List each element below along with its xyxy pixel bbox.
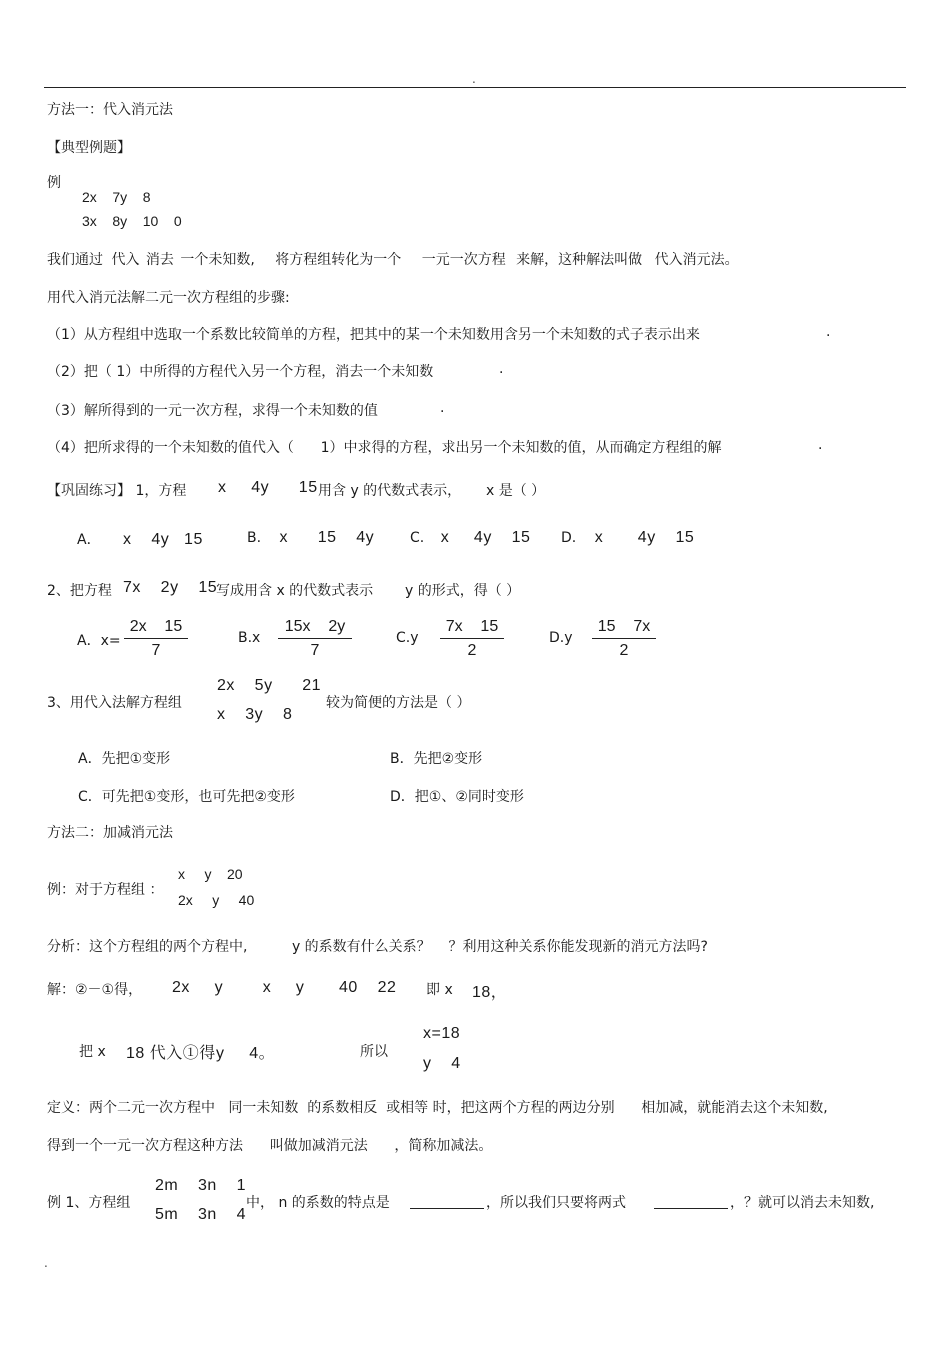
q2-option-a-fraction <box>124 618 188 660</box>
method2-title: 方法二：加减消元法 <box>47 825 173 841</box>
q3-option-b[interactable]: B．先把②变形 <box>390 751 483 767</box>
q3-option-a[interactable]: A．先把①变形 <box>78 751 171 767</box>
q3-option-c[interactable]: C．可先把①变形，也可先把②变形 <box>78 789 295 805</box>
q1-option-c[interactable] <box>410 529 530 547</box>
q1-option-b-expr: x 15 4y <box>279 529 375 546</box>
q1-option-a-letter: A． <box>77 532 101 548</box>
q2-option-d-fraction <box>592 618 656 660</box>
intro-t6: 一元一次方程 <box>421 252 506 268</box>
step-1-end: . <box>826 324 831 340</box>
header-dot: . <box>472 72 476 86</box>
header-rule <box>44 87 906 88</box>
q2-option-b-numerator: 15x 2y <box>284 618 346 635</box>
solution-result-prefix: 即 x <box>426 982 453 998</box>
substitute-expression: y 4。 <box>216 1045 276 1062</box>
q2-option-c-letter[interactable]: C.y <box>396 630 419 646</box>
ex3-text-2: ，所以我们只要将两式 <box>486 1195 626 1211</box>
step-4: （4）把所求得的一个未知数的值代入（ 1）中求得的方程，求出另一个未知数的值，从而确定方程组的解 <box>47 440 722 456</box>
answer-y: y 4 <box>423 1055 461 1072</box>
intro-t1: 我们通过 <box>47 252 103 268</box>
ex3-blank-2[interactable] <box>654 1192 728 1213</box>
q2-option-d-letter[interactable]: D.y <box>549 630 573 646</box>
q2-option-a-letter[interactable]: A．x= <box>77 633 121 649</box>
intro-t7: 来解，这种解法叫做 <box>516 252 643 268</box>
q1-option-b[interactable] <box>247 529 374 547</box>
q1-option-c-expr: x 4y 15 <box>440 529 531 546</box>
example-label: 例 <box>47 175 61 191</box>
ex3-equation-1: 2m 3n 1 <box>155 1177 246 1194</box>
ex3-text-3: ，？就可以消去未知数, <box>730 1195 875 1211</box>
q2-tail: y 的形式，得（ ） <box>405 583 521 599</box>
q2-option-d-numerator: 15 7x <box>597 618 651 635</box>
q2-option-d-denominator: 2 <box>619 642 629 659</box>
q1-option-d-expr: x 4y 15 <box>594 529 695 546</box>
analysis-text: 分析：这个方程组的两个方程中, y 的系数有什么关系？ ？利用这种关系你能发现新的消元方法吗? <box>47 939 708 955</box>
so-label: 所以 <box>360 1044 388 1060</box>
q2-equation: 7x 2y 15 <box>123 579 218 596</box>
ex3-text-1: 中， n 的系数的特点是 <box>246 1195 390 1211</box>
q2-mid: 写成用含 x 的代数式表示 <box>216 583 374 599</box>
solution-result-value: 18， <box>472 984 508 1001</box>
intro-t4: 一个未知数, <box>180 252 255 268</box>
q3-option-d[interactable]: D．把①、②同时变形 <box>390 789 524 805</box>
definition-line-1: 定义：两个二元一次方程中 同一未知数 的系数相反 或相等 时，把这两个方程的两边分别 相加减，就能消去这个未知数, <box>47 1100 828 1116</box>
example-equation-1: 2x 7y 8 <box>82 189 151 205</box>
q2-label: 2、把方程 <box>47 583 112 599</box>
q3-equation-1: 2x 5y 21 <box>217 677 322 694</box>
q3-tail: 较为简便的方法是（ ） <box>326 695 471 711</box>
ex3-blank-1[interactable] <box>410 1192 484 1213</box>
definition-line-2: 得到一个一元一次方程这种方法 叫做加减消元法 ，简称加减法。 <box>47 1138 493 1154</box>
intro-t2: 代入 <box>111 252 140 268</box>
q1-label: 【巩固练习】 1，方程 <box>47 483 187 499</box>
q1-option-a[interactable] <box>77 529 203 549</box>
typical-example-heading: 【典型例题】 <box>47 140 131 156</box>
ex2-equation-1: x y 20 <box>178 866 243 882</box>
q2-option-c-denominator: 2 <box>467 642 477 659</box>
q2-option-b-fraction <box>278 618 352 660</box>
steps-title: 用代入消元法解二元一次方程组的步骤: <box>47 290 290 306</box>
footer-dot: . <box>44 1256 48 1270</box>
substitute-prefix: 把 x <box>79 1044 106 1060</box>
q1-mid: 用含 y 的代数式表示， <box>318 483 462 499</box>
step-3: （3）解所得到的一元一次方程，求得一个未知数的值 <box>47 403 378 419</box>
step-1: （1）从方程组中选取一个系数比较简单的方程，把其中的某一个未知数用含另一个未知数的式子表示出来 <box>47 327 700 343</box>
intro-t5: 将方程组转化为一个 <box>275 252 402 268</box>
step-4-end: . <box>818 437 823 453</box>
q2-option-c-numerator: 7x 15 <box>445 618 499 635</box>
step-2: （2）把（ 1）中所得的方程代入另一个方程，消去一个未知数 <box>47 364 434 380</box>
q2-option-b-letter[interactable]: B.x <box>238 630 261 646</box>
example-equation-2: 3x 8y 10 0 <box>82 213 182 229</box>
ex3-equation-2: 5m 3n 4 <box>155 1206 246 1223</box>
intro-text <box>47 249 739 269</box>
q1-option-b-letter: B. <box>247 530 262 546</box>
q1-option-d-letter: D. <box>561 530 577 546</box>
ex3-label: 例 1、方程组 <box>47 1195 131 1211</box>
step-3-end: . <box>440 400 445 416</box>
answer-x: x=18 <box>423 1025 461 1042</box>
q2-option-a-numerator: 2x 15 <box>129 618 183 635</box>
intro-t8: 代入消元法。 <box>654 252 739 268</box>
q1-tail: x 是（ ） <box>486 483 546 499</box>
solution-label: 解：②－①得， <box>47 982 143 998</box>
q3-label: 3、用代入法解方程组 <box>47 695 182 711</box>
q1-option-d[interactable] <box>561 529 694 547</box>
method1-title: 方法一：代入消元法 <box>47 102 173 118</box>
q2-option-a-denominator: 7 <box>151 642 161 659</box>
ex2-equation-2: 2x y 40 <box>178 892 255 908</box>
q1-option-a-expr: x 4y 15 <box>123 531 203 548</box>
substitute-mid: 18 代入①得 <box>126 1045 216 1062</box>
intro-t3: 消去 <box>145 252 174 268</box>
solution-expression: 2x y x y 40 22 <box>172 979 397 996</box>
ex2-label: 例：对于方程组 ： <box>47 882 164 898</box>
q2-option-b-denominator: 7 <box>310 642 320 659</box>
q3-equation-2: x 3y 8 <box>217 706 293 723</box>
q2-option-c-fraction <box>440 618 504 660</box>
q1-equation: x 4y 15 <box>218 479 318 496</box>
q1-option-c-letter: C. <box>410 530 425 546</box>
step-2-end: . <box>499 361 504 377</box>
